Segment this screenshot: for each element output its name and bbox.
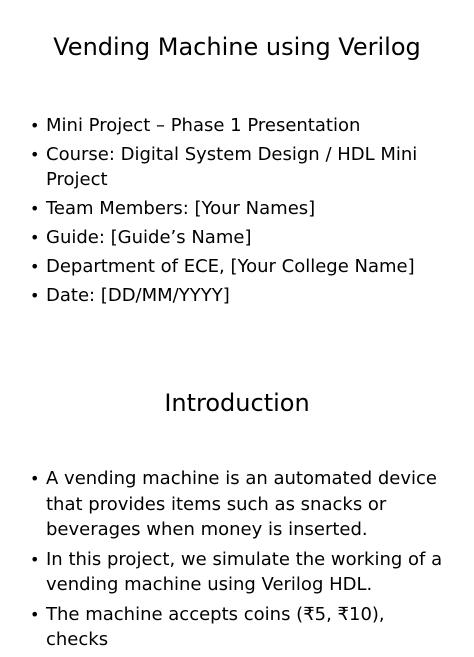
bullet-icon: • <box>30 145 40 164</box>
list-item <box>0 225 474 250</box>
list-item <box>0 113 474 138</box>
bullet-text: Guide: [Guide’s Name] <box>46 227 252 248</box>
bullet-text: The machine accepts coins (₹5, ₹10), checks <box>46 603 385 650</box>
bullet-icon: • <box>30 469 40 488</box>
bullet-icon: • <box>30 604 40 624</box>
slide-title-page <box>0 0 474 312</box>
list-item <box>0 602 474 653</box>
bullet-text: Course: Digital System Design / HDL Mini Project <box>46 144 418 190</box>
bullet-icon: • <box>30 549 40 569</box>
slide-title: Introduction <box>164 389 310 417</box>
slide-introduction <box>0 380 474 657</box>
list-item <box>0 466 474 543</box>
bullet-list <box>0 113 474 308</box>
list-item <box>0 283 474 308</box>
bullet-icon: • <box>30 228 40 247</box>
bullet-text: Date: [DD/MM/YYYY] <box>46 285 230 306</box>
bullet-text: A vending machine is an automated device that provides items such as snacks or beverages when money is inserted. <box>46 468 437 540</box>
bullet-text: In this project, we simulate the working of a vending machine using Verilog HDL. <box>46 548 443 595</box>
bullet-text: Department of ECE, [Your College Name] <box>46 256 415 277</box>
list-item <box>0 142 474 192</box>
bullet-text: Mini Project – Phase 1 Presentation <box>46 115 361 136</box>
list-item <box>0 254 474 279</box>
list-item <box>0 196 474 221</box>
bullet-icon: • <box>30 286 40 305</box>
bullet-icon: • <box>30 199 40 218</box>
bullet-text: Team Members: [Your Names] <box>46 198 316 219</box>
bullet-icon: • <box>30 257 40 276</box>
list-item <box>0 547 474 598</box>
bullet-list <box>0 466 474 653</box>
slide-title: Vending Machine using Verilog <box>53 33 421 61</box>
bullet-icon: • <box>30 116 40 135</box>
